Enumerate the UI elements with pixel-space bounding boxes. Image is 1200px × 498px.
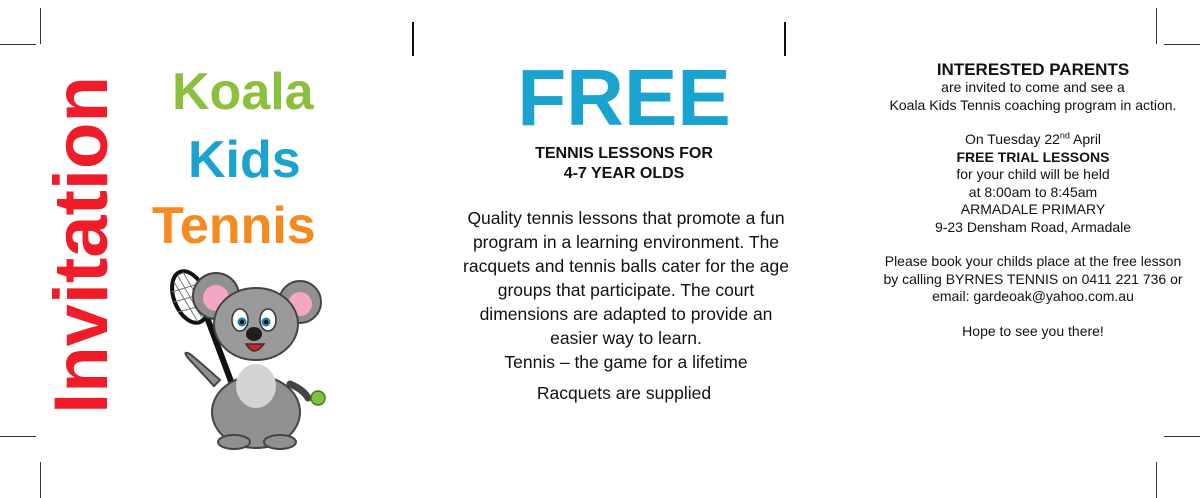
brand-word-tennis: Tennis xyxy=(152,197,316,255)
koala-tennis-illustration xyxy=(168,262,340,452)
description-line: easier way to learn. xyxy=(550,328,702,348)
crop-mark xyxy=(1164,44,1200,45)
booking-line: Please book your childs place at the free lesson xyxy=(884,253,1182,269)
crop-mark xyxy=(1156,8,1157,44)
free-trial-heading: FREE TRIAL LESSONS xyxy=(956,148,1110,165)
age-range-line: 4-7 YEAR OLDS xyxy=(563,165,685,182)
contact-email: email: gardeoak@yahoo.com.au xyxy=(932,288,1134,304)
event-time: at 8:00am to 8:45am xyxy=(968,183,1098,200)
held-line: for your child will be held xyxy=(956,166,1110,182)
crop-mark xyxy=(1164,436,1200,437)
event-date: On Tuesday 22nd April xyxy=(964,130,1102,147)
description-line: Tennis – the game for a lifetime xyxy=(504,352,748,372)
description-line: groups that participate. The court xyxy=(497,280,755,300)
fold-mark xyxy=(784,22,786,56)
description-line: program in a learning environment. The xyxy=(472,232,780,252)
crop-mark xyxy=(40,462,41,498)
description-line: racquets and tennis balls cater for the age xyxy=(463,256,789,276)
venue-name: ARMADALE PRIMARY xyxy=(960,201,1106,217)
fold-mark xyxy=(412,22,414,56)
description-line: Quality tennis lessons that promote a fun xyxy=(467,208,785,228)
crop-mark xyxy=(0,44,36,45)
booking-line: by calling BYRNES TENNIS on 0411 221 736 or xyxy=(883,270,1183,287)
closing-line: Hope to see you there! xyxy=(962,322,1104,339)
intro-line: are invited to come and see a xyxy=(941,79,1125,95)
program-description xyxy=(440,206,812,374)
racquets-supplied-note: Racquets are supplied xyxy=(536,383,712,403)
description-line: dimensions are adapted to provide an xyxy=(479,304,773,324)
brand-word-koala: Koala xyxy=(172,63,314,121)
crop-mark xyxy=(1156,462,1157,498)
free-heading: FREE xyxy=(517,53,731,142)
crop-mark xyxy=(0,436,36,437)
venue-address: 9-23 Densham Road, Armadale xyxy=(934,218,1132,235)
lessons-title-line: TENNIS LESSONS FOR xyxy=(535,145,713,162)
intro-line: Koala Kids Tennis coaching program in action. xyxy=(889,96,1177,113)
brand-word-kids: Kids xyxy=(188,131,301,189)
koala-icon xyxy=(185,273,325,449)
crop-mark xyxy=(40,8,41,44)
event-details xyxy=(868,61,1198,340)
parents-heading: INTERESTED PARENTS xyxy=(936,60,1130,79)
invitation-title: Invitation xyxy=(39,76,124,414)
